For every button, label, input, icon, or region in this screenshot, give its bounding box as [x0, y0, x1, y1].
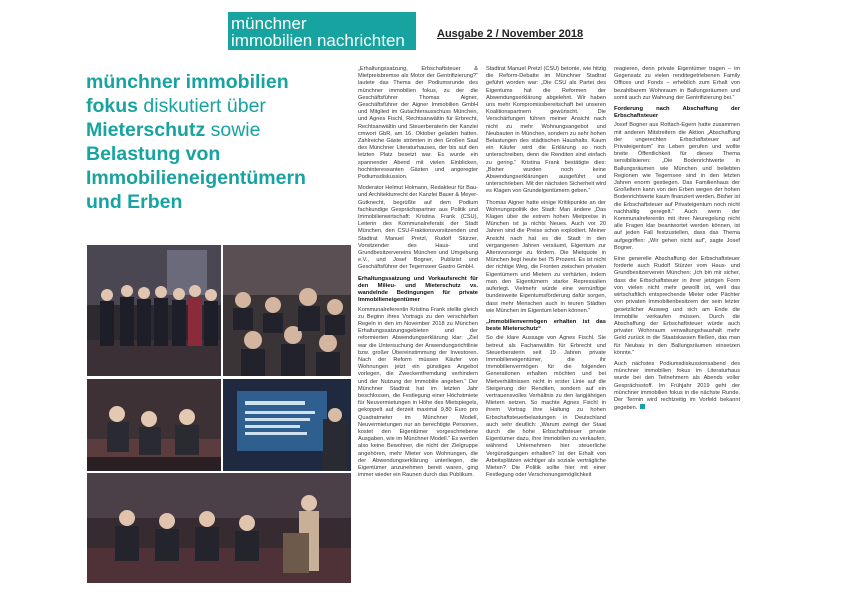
issue-label: Ausgabe 2 / November 2018	[437, 28, 584, 40]
photo-panelists-group	[86, 244, 222, 377]
col3-paragraph-continued: reagieren, denn private Eigentümer tragen – im Gegensatz zu vielen renditegetriebenen Family Offices und Fonds – erheblich zum Erhalt von bezahlbarem Wohnraum in Ballungsräumen und somit auch zur Wahrung der Gentrifizierung bei.“	[614, 66, 740, 101]
col1-paragraph-intro: „Erhaltungssatzung, Erbschaftsteuer & Mietpreisbremse als Motor der Gentrifizierung?“ lautete das Thema der Podiumsrunde des münchner immobilien fokus, zu der die Geschäftsführer Thomas Aigner, Geschäftsführer der Aigner Immobilien GmbH und Mitglied im Gutachterausschuss München, und Agnes Fischl, Rechtsanwältin für Erbrecht, Rechtsanwältin und Steuerberaterin der Kanzlei cmwort GbR, am 16. Oktober geladen hatten. Zahlreiche Gäste strömten in den Großen Saal des Münchner Literaturhauses, der bis auf den letzten Platz besetzt war. Es wurde ein spannender Abend mit vielen Einblicken, hochinteressanten Gästen und angeregter Podiumsdiskussion.	[358, 66, 478, 181]
article-headline	[86, 70, 348, 214]
col2-subheading: „Immobilienvermögen erhalten ist das beste Mieterschutz“	[486, 318, 606, 333]
photo-speaker-lectern	[86, 472, 352, 584]
masthead-line2: immobilien nachrichten	[231, 31, 405, 50]
headline-line3-bold: Mieterschutz	[86, 119, 206, 141]
col3-subheading: Forderung nach Abschaffung der Erbschaftsteuer	[614, 106, 740, 120]
headline-line2-bold: fokus	[86, 95, 139, 117]
col1-paragraph-panel: Moderator Helmut Holmann, Redakteur für Bau- und Architekturrecht der Kanzlei Bauer & Meyer-Gutknecht, begrüßte auf dem Podium fachkundige Gesprächspartner aus Politik und Immobilienwirtschaft: Kristina Frank (CSU), Leiterin des Kommunalreferats der Stadt München, den CSU-Fraktionsvorsitzenden und Stadtrat Manuel Pretzl, Rudolf Stürzer, Vorsitzender des Haus- und Grundbesitzervereins München und Umgebung e.V., und Josef Bogner, Publizist und Geschäftsführer der Tegernseer Gastro GmbH.	[358, 185, 478, 271]
col3-paragraph-stuerzer: Eine generelle Abschaffung der Erbschaftsteuer forderte auch Rudolf Stürzer vom Haus- und Grundbesitzerverein München: „Ich bin mir sicher, dass die Erbschaftsteuer in ihrer jetzigen Form von vielen nicht mehr gewollt ist, weil das wirtschaftlich entsprechende Mieter oder Pächter von privaten Immobilienbesitzern der sein letzter gesetzlicher Ausweg und sich am Ende die Immobilie verkaufen müssen. Durch die Abschaffung der Erbschaftsteuer würde auch privater Wohnraum verwaltungshaushalt mehr Geld zurück in die Staatskassen fließen, das man für Neubau in den Ballungsräumen einsetzen könnte.“	[614, 256, 740, 356]
col3-paragraph-bogner: Josef Bogner aus Rottach-Egern hatte zusammen mit anderen Mitstreitern die Aktion „Abschaffung der ungerechten Erbschaftsteuer auf Privateigentum“ ins Leben gerufen und wollte breite Öffentlichkeit für dieses Thema sensibilisieren: „Die Bodenrichtwerte in Ballungsräumen wie München und beliebten Regionen wie Tegernsee sind in den letzten Jahren enorm gestiegen. Das Familienhaus der Großeltern kann von den Erben wegen der hohen Bodenrichtwerte kaum finanziert werden. Bisher ist die Erbschaftsteuer auf Privateigentum noch nicht nachhaltig geregelt.“ Auch wenn der Kommunalreferentin mit ihrer Neuregelung nicht alle Fragen klar beantwortet werden können, ist auf jeden Fall festzustellen, dass das Thema aufgegriffen: „Wir gehen nicht auf“, sagte Josef Bogner.	[614, 122, 740, 251]
col2-paragraph-pretzl: Stadtrat Manuel Pretzl (CSU) betonte, wie hitzig die Reform-Debatte im Münchner Stadtrat geführt worden war: „Die CSU als Partei des Eigentums hat die Reformen der Abwendungserklärung abgelehnt. Wir haben uns mehr Kompromissbereitschaft bei unseren Koalitionspartnern gewünscht. Die Verschärfungen führen meiner Ansicht nach nicht zu mehr Wohnungsangebot und Neubauten in München, sondern zu sehr hohen Belastungen des städtischen Haushalts. Kaum ein Käufer wird die Erklärung so noch unterschreiben, denn die Renditen sind einfach zu gering.“ Kristina Frank bestätigte dies: „Bisher wurden noch keine Abwendungserklärungen ausgeführt und unterschrieben. Mit der nächsten Sicherheit wird es Klagen von Grundeigentümern geben.“	[486, 66, 606, 195]
headline-line5: Immobilieneigentümern	[86, 167, 306, 189]
photo-panel-discussion	[86, 378, 222, 472]
headline-line2-plain: diskutiert über	[138, 95, 266, 117]
article-column-2	[486, 66, 606, 588]
col2-paragraph-fischl: So die klare Aussage von Agnes Fischl. Sie betreut als Fachanwältin für Erbrecht und Steuerberaterin seit 19 Jahren private Immobilieneigentümer, die ihr Immobilienvermögen für die folgenden Generationen erhalten möchten und bei Mietverhältnissen nicht in erster Linie auf die Steigerung der Renditen, sondern auf ein vertrauensvolles Verhältnis zu den langjährigen Mietern setzen. So machte Agnes Fischl in ihrem Vortrag ihre Haltung zu hohen Erbschaftsteuerbelastungen in Deutschland auch sehr deutlich: „Warum zwingt der Staat durch die hohe Erbschaftsteuer private Eigentümer dazu, ihre Immobilien zu verkaufen, während Unternehmen hier steuerliche Vergünstigungen erhalten? Ist der Erhalt von Arbeitsplätzen wichtiger als soziale verträgliche Mieten? Die Politik sollte hier mit einer Festlegung oder Verschonungsmöglichkeit	[486, 335, 606, 479]
article-column-1	[358, 66, 478, 588]
article-column-3	[614, 66, 740, 588]
headline-line6: und Erben	[86, 191, 183, 213]
masthead-logo	[228, 12, 416, 50]
col1-subheading: Erhaltungssatzung und Vorkaufsrecht für den Milieu- und Mieterschutz vs. wandelnde Bedingungen für private Immobilieneigentümer	[358, 275, 478, 304]
article-end-mark	[640, 404, 645, 409]
col3-paragraph-closing: Auch nächstes Podiumsdiskussionsabend des münchner immobilien fokus im Literaturhaus wurde bei den Teilnehmern als Abends voller Gesprächsstoff. Im Frühjahr 2019 geht der münchner immobilien fokus in die nächste Runde. Der Termin wird rechtzeitig im Vorfeld bekannt gegeben.	[614, 360, 740, 412]
photo-presentation-slide	[222, 378, 352, 472]
headline-line4: Belastung von	[86, 143, 221, 165]
masthead-line1: münchner	[231, 14, 307, 33]
headline-line1: münchner immobilien	[86, 71, 289, 93]
col2-paragraph-aigner: Thomas Aigner hatte einige Kritikpunkte an der Wohnungspolitik der Stadt: Man ändere „Das Klagen über die extrem hohen Mietpreise in München ist ja nichts Neues. Auch vor 20 Jahren sind die Preise schon explodiert. Meiner Ansicht nach hat es die Stadt in den vergangenen Jahren versäumt, Eigentum zur Altersvorsorge zu fördern. Die Mietquote in München liegt heute bei 75 Prozent. Es ist nicht der richtige Weg, die Fronten zwischen privaten Eigentümern und Mietern zu verhärten, indem man den Eigentümern starke Repressalien auferlegt. Vielmehr würde eine vernünftige bundesweite Eigentumsförderung dafür sorgen, dass mehr Menschen auch in teuren Städten wie München im Eigentum leben können.“	[486, 199, 606, 314]
photo-audience	[222, 244, 352, 377]
headline-line3-plain: sowie	[205, 119, 261, 141]
col1-paragraph-frank: Kommunalreferentin Kristina Frank stellte gleich zu Beginn ihres Vortrags zu den verschärften Regeln in den im November 2018 zu München Erhaltungssatzungsgebieten und der reformierten Abwendungserklärung klar: „Ziel war die Untersuchung der Anwendungsrichtlinie bzw. großer Übereinstimmung der Investoren. Nach der Reform müssen Käufer von Wohnungen jetzt ein günstiges Angebot vorlegen, die Zweckentfremdung verhindern und der Nutzung der Immobilie angeben.“ Der Münchner Stadtrat hat im letzten Jahr beschlossen, die Festlegung einer Höchstmiete für Neuvermietungen in Höhe des Mietspiegels, gekoppelt auf derzeit maximal 9,80 Euro pro Quadratmeter im Münchner Modell, Neuvermietungen nur an berechtigte Personen, kostet den Eigentümer vorgeschriebene Ausgaben, wie im Münchner Modell.“ Es werden also keine Bewohner, die nicht der Zielgruppe angehören, mehr Mieter von Wohnungen, die der Abwendungserklärung unterliegen, die Eigentümer anzunehmen bereit waren, ging immer wieder ein Raunen durch das Publikum.	[358, 306, 478, 479]
